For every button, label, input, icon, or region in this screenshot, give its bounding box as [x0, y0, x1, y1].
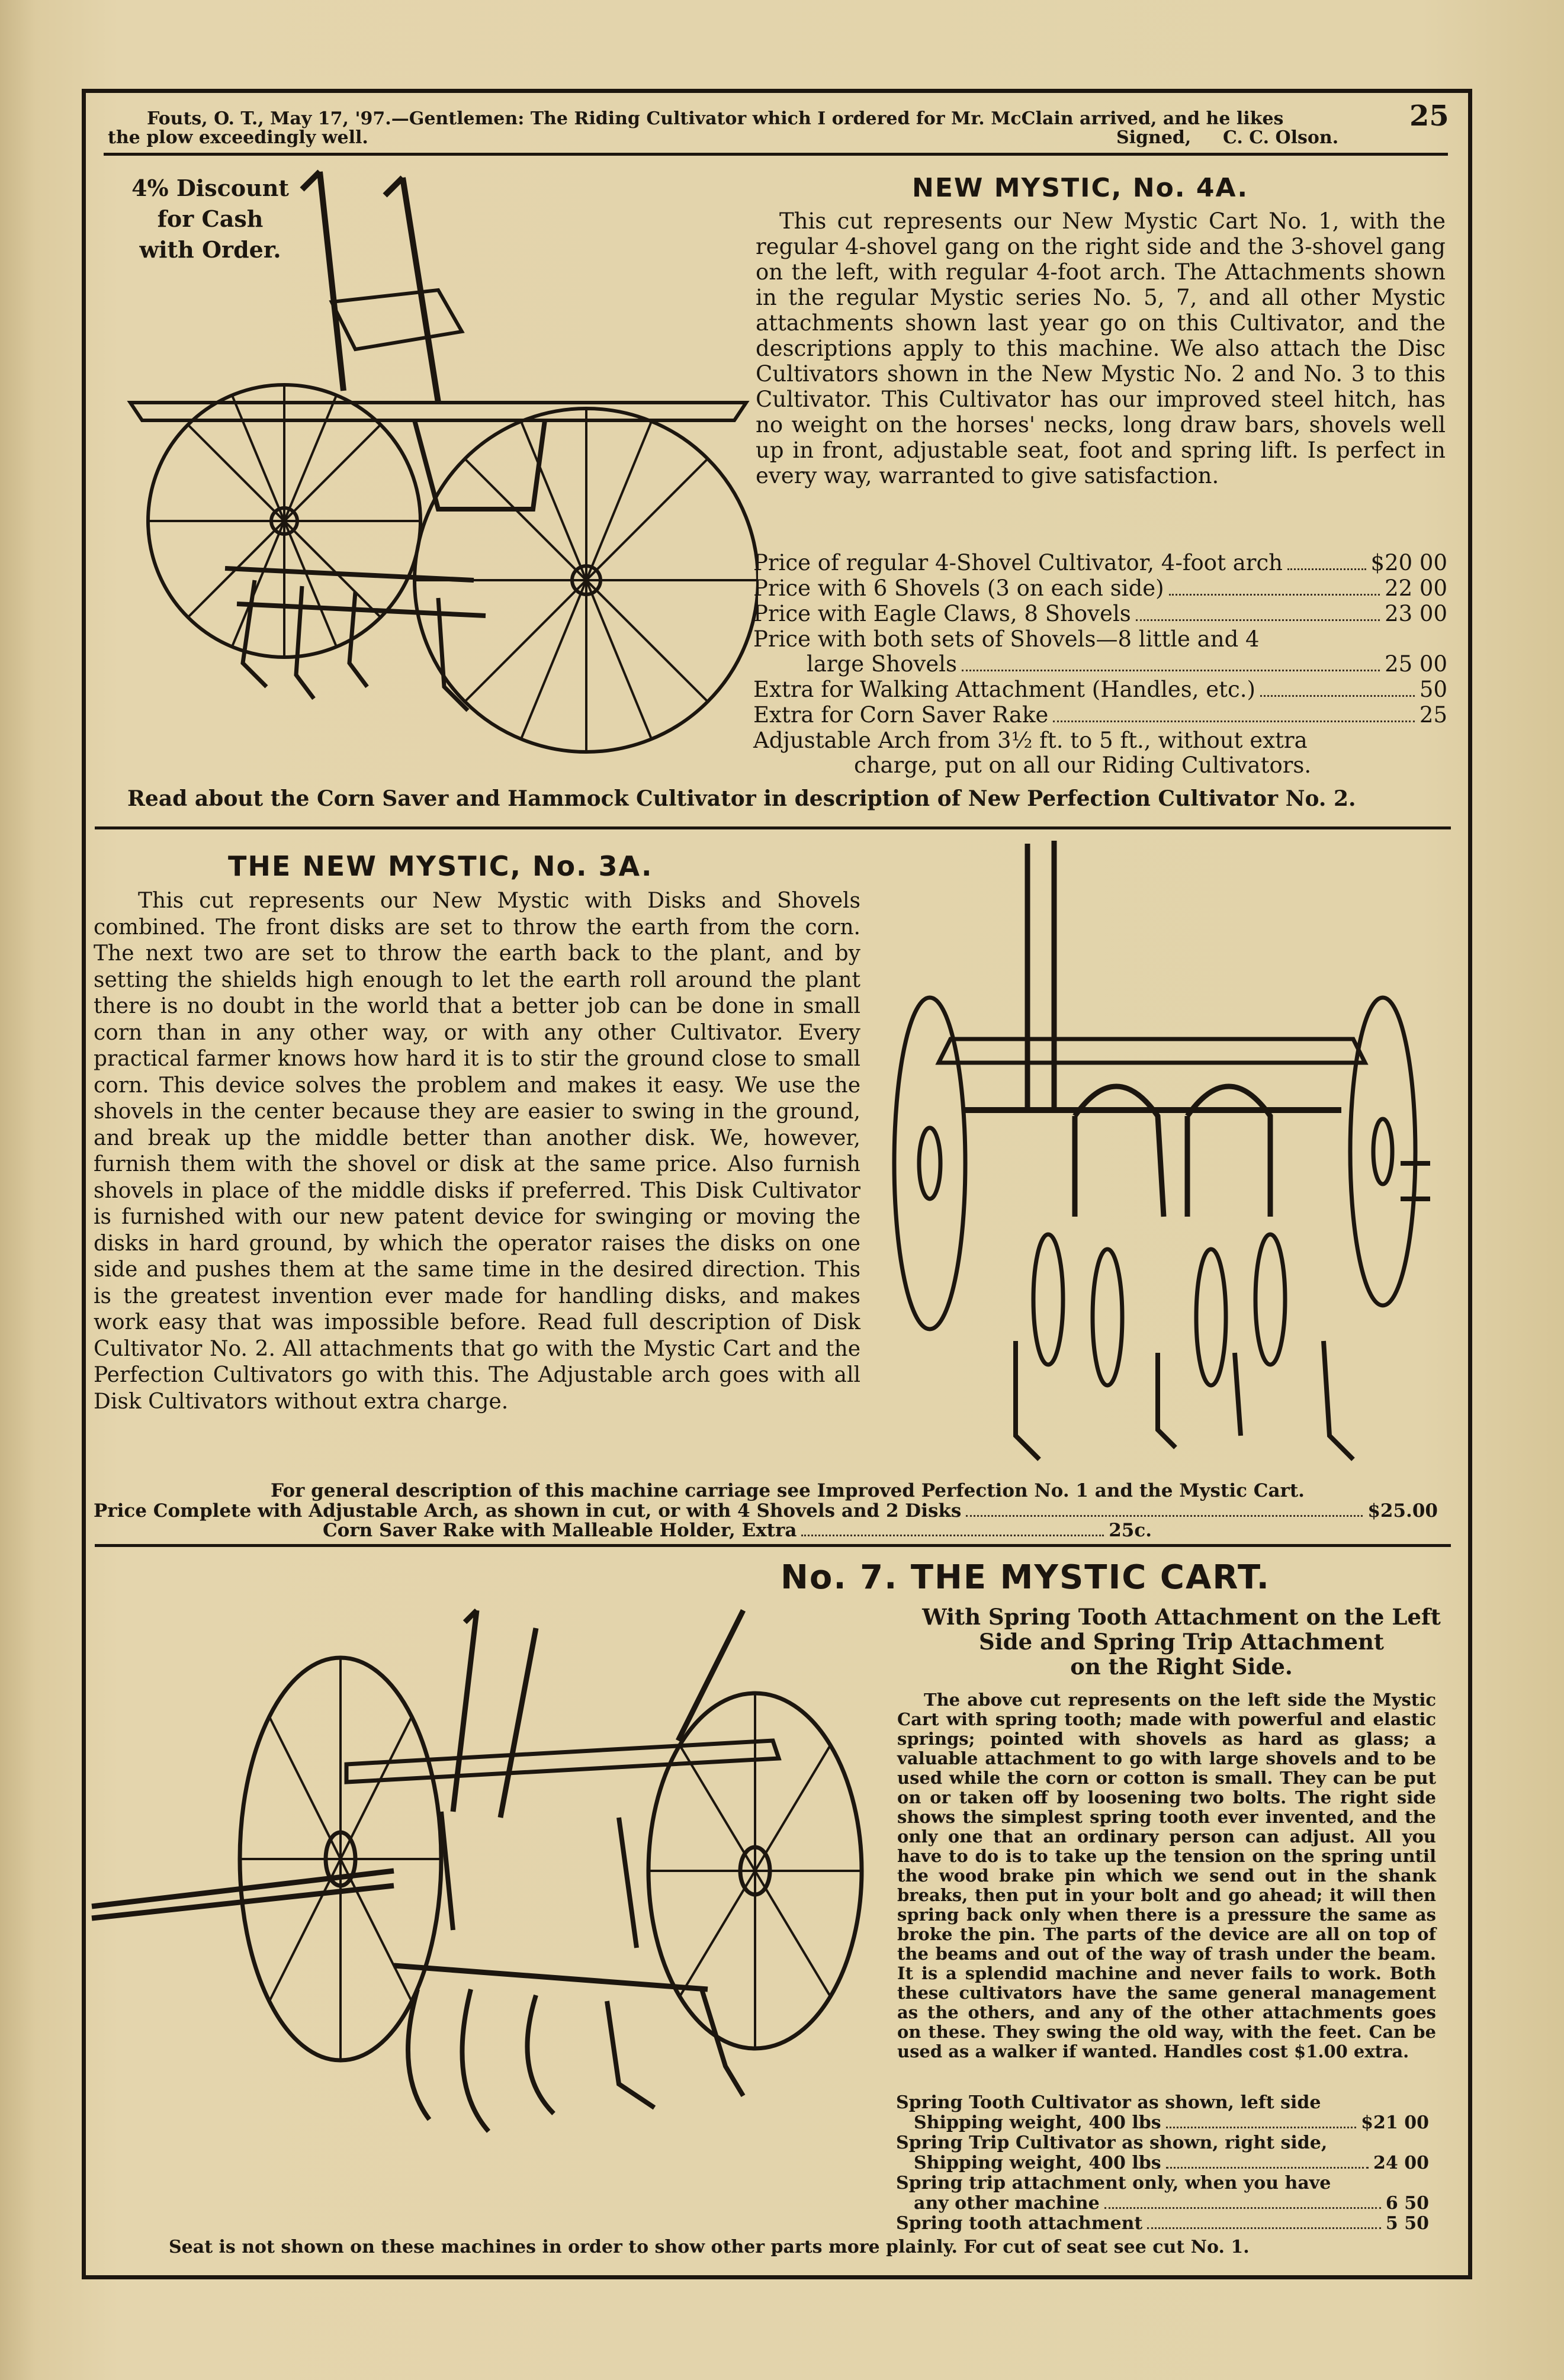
section3-description: The above cut represents on the left side the Mystic Cart with spring tooth; made with powerful and elastic springs; pointed with shovels as hard as glass; a valuable attachment to go with large shovels and to be used while the corn or cotton is small. They can be put on or taken off by loosening two bolts. The right side shows the simplest spring tooth ever invented, and the only one that an ordinary person can adjust. All you have to do is to take up the tension on the spring until the wood brake pin which we send out in the shank breaks, then put in your bolt and go ahead; it will then spring back only when there is a pressure the same as broke the pin. The parts of the device are all on top of the beams and out of the way of trash under the beam. It is a splendid machine and never fails to work. Both these cultivators have the same general management as the others, and any of the other attachments goes on these. They swing the old way, with the feet. Can be used as a walker if wanted. Handles cost $1.00 extra. — [897, 1690, 1436, 2061]
price-row: Shipping weight, 400 lbs 24 00 — [914, 2153, 1429, 2173]
testimonial-line-2: the plow exceedingly well. — [108, 127, 368, 148]
discount-line-3: with Order. — [139, 236, 281, 263]
price-row: Shipping weight, 400 lbs $21 00 — [914, 2112, 1429, 2133]
section3-subtitle — [891, 1604, 1472, 1679]
page-number: 25 — [1409, 99, 1449, 133]
subtitle-line-1: With Spring Tooth Attachment on the Left — [922, 1604, 1441, 1630]
rake-value: 25c. — [1109, 1520, 1152, 1541]
price-row: Price with Eagle Claws, 8 Shovels 23 00 — [753, 601, 1447, 626]
section1-description: This cut represents our New Mystic Cart No. 1, with the regular 4-shovel gang on the right side and the 3-shovel gang on the left, with regular 4-foot arch. The Attachments shown in the regular Mystic series No. 5, 7, and all other Mystic attachments shown last year go on this Cultivator, and the descriptions apply to this machine. We also attach the Disc Cultivators shown in the New Mystic No. 2 and No. 3 to this Cultivator. This Cultivator has our improved steel hitch, has no weight on the horses' necks, long draw bars, shovels well up in front, adjustable seat, foot and spring lift. Is perfect in every way, warranted to give satisfaction. — [756, 208, 1446, 488]
section3-footer: Seat is not shown on these machines in order to show other parts more plainly. For cut of seat see cut No. 1. — [169, 2237, 1250, 2257]
price-row: large Shovels 25 00 — [807, 651, 1447, 677]
section2-general-note: For general description of this machine carriage see Improved Perfection No. 1 and the Mystic Cart. — [271, 1480, 1305, 1501]
section3-title: No. 7. THE MYSTIC CART. — [781, 1558, 1270, 1597]
mystic-cart-no7-illustration — [86, 1563, 897, 2232]
section3-price-list — [896, 2093, 1429, 2234]
price-row: Extra for Corn Saver Rake 25 — [753, 702, 1447, 728]
section1-footer: Read about the Corn Saver and Hammock Cultivator in description of New Perfection Cultivator No. 2. — [127, 786, 1356, 811]
right-wheel — [1350, 998, 1415, 1305]
section1-title: NEW MYSTIC, No. 4A. — [912, 173, 1249, 203]
signed-label: Signed, — [1116, 127, 1192, 148]
signer-name: C. C. Olson. — [1223, 127, 1339, 148]
arch-note-line-1: Adjustable Arch from 3½ ft. to 5 ft., without extra — [753, 728, 1308, 753]
section2-title: THE NEW MYSTIC, No. 3A. — [228, 850, 653, 882]
discount-line-2: for Cash — [157, 205, 264, 232]
arch-note-line-2: charge, put on all our Riding Cultivators. — [854, 752, 1312, 778]
section2-price-label: Price Complete with Adjustable Arch, as shown in cut, or with 4 Shovels and 2 Disks — [94, 1500, 962, 1522]
section1-price-list — [753, 551, 1447, 778]
price-row: Spring tooth attachment 5 50 — [896, 2213, 1429, 2234]
section2-description: This cut represents our New Mystic with Disks and Shovels combined. The front disks are set to throw the earth from the corn. The next two are set to throw the earth back to the plant, and by setting the shields high enough to let the earth roll around the plant there is no doubt in the world that a better job can be done in small corn than in any other way, or with any other Cultivator. Every practical farmer knows how hard it is to stir the ground close to small corn. This device solves the problem and makes it easy. We use the shovels in the center because they are easier to swing in the ground, and break up the middle better than another disk. We, however, furnish them with the shovel or disk at the same price. Also furnish shovels in place of the middle disks if preferred. This Disk Cultivator is furnished with our new patent device for swinging or moving the disks in hard ground, by which the operator raises the disks on one side and pushes them at the same time in the desired direction. This is the greatest invention ever made for handling disks, and makes work easy that was impossible before. Read full description of Disk Cultivator No. 2. All attachments that go with the Mystic Cart and the Perfection Cultivators go with this. The Adjustable arch goes with all Disk Cultivators without extra charge. — [94, 889, 860, 1414]
price-row: Spring Trip Cultivator as shown, right side, — [896, 2133, 1328, 2153]
section2-rule — [95, 1544, 1451, 1547]
subtitle-line-2: Side and Spring Trip Attachment — [979, 1629, 1384, 1655]
mystic-3a-illustration — [879, 832, 1430, 1474]
price-row: Price with 6 Shovels (3 on each side) 22 00 — [753, 575, 1447, 601]
rake-label: Corn Saver Rake with Malleable Holder, Extra — [323, 1520, 797, 1541]
subtitle-line-3: on the Right Side. — [1070, 1654, 1293, 1680]
price-row: any other machine 6 50 — [914, 2193, 1429, 2214]
left-wheel — [894, 998, 965, 1329]
price-row: Spring Tooth Cultivator as shown, left side — [896, 2092, 1321, 2113]
section1-rule — [95, 826, 1451, 829]
section2-price-line — [94, 1501, 1438, 1522]
price-row: Price with both sets of Shovels—8 little and 4 — [753, 626, 1260, 652]
section2-rake-line — [323, 1520, 1152, 1541]
section2-price-value: $25.00 — [1367, 1500, 1438, 1522]
price-row: Spring trip attachment only, when you have — [896, 2173, 1331, 2194]
testimonial-line-1: Fouts, O. T., May 17, '97.—Gentlemen: The Riding Cultivator which I ordered for Mr. McClain arrived, and he likes — [147, 108, 1284, 129]
price-row: Extra for Walking Attachment (Handles, etc.) 50 — [753, 677, 1447, 702]
discount-line-1: 4% Discount — [131, 175, 289, 201]
mystic-4a-illustration — [107, 154, 758, 787]
price-row: Price of regular 4-Shovel Cultivator, 4-foot arch $20 00 — [753, 550, 1447, 575]
